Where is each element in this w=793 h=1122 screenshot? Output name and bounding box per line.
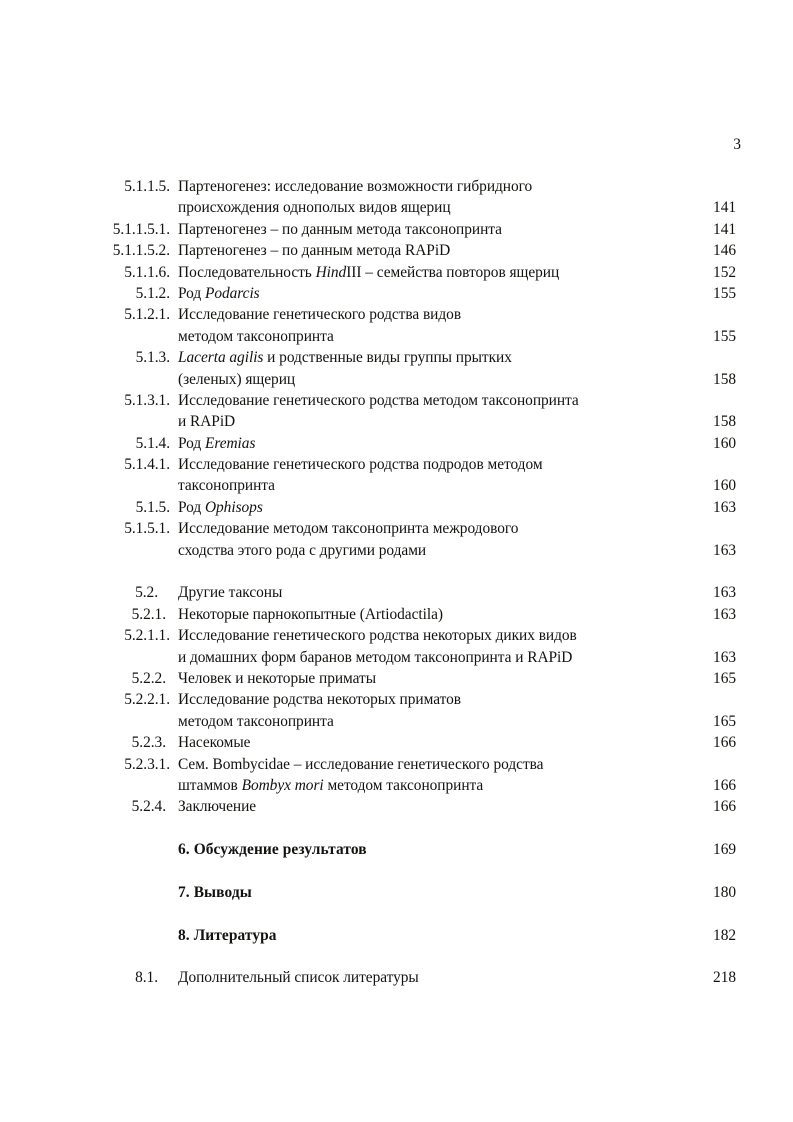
toc-page-number: 163 [713, 584, 737, 602]
toc-row[interactable] [0, 754, 793, 775]
toc-entry-title[interactable]: Род Eremias [178, 434, 256, 452]
toc-entry-title[interactable]: Сем. Bombycidae – исследование генетического родства [178, 755, 544, 773]
toc-spacer [0, 861, 793, 882]
toc-entry-title[interactable]: Род Podarcis [178, 284, 260, 302]
toc-page-number: 182 [713, 926, 737, 944]
toc-entry-title[interactable]: Насекомые [178, 734, 251, 752]
toc-entry-number: 5.2.2.1. [124, 691, 170, 709]
toc-row[interactable] [0, 433, 793, 454]
toc-row[interactable] [0, 839, 793, 860]
toc-row[interactable] [0, 176, 793, 197]
toc-row[interactable] [0, 283, 793, 304]
toc-entry-title[interactable]: таксонопринта [178, 477, 275, 495]
toc-entry-number: 5.1.5.1. [124, 520, 170, 538]
toc-entry-number: 5.1.1.6. [124, 263, 170, 281]
toc-entry-number: 5.2. [135, 584, 158, 602]
toc-page-number: 141 [713, 199, 737, 217]
toc-row[interactable] [0, 604, 793, 625]
page-folio-number: 3 [733, 136, 741, 153]
toc-row[interactable] [0, 304, 793, 325]
toc-entry-title[interactable]: Исследование генетического родства подродов методом [178, 456, 543, 474]
toc-entry-number: 5.2.3. [131, 734, 166, 752]
toc-page-number: 163 [713, 498, 737, 516]
toc-entry-title[interactable]: штаммов Bombyx mori методом таксонопринта [178, 776, 484, 794]
toc-row[interactable] [0, 540, 793, 561]
toc-entry-title[interactable]: Другие таксоны [178, 584, 283, 602]
toc-page-number: 165 [713, 712, 737, 730]
toc-entry-title[interactable]: Последовательность HindIII – семейства повторов ящериц [178, 263, 560, 281]
toc-entry-number: 5.1.4.1. [124, 456, 170, 474]
toc-page-number: 158 [713, 370, 737, 388]
toc-entry-title[interactable]: сходства этого рода с другими родами [178, 541, 427, 559]
toc-row[interactable] [0, 647, 793, 668]
toc-row[interactable] [0, 582, 793, 603]
toc-entry-title[interactable]: Человек и некоторые приматы [178, 669, 377, 687]
toc-entry-title[interactable]: Lacerta agilis и родственные виды группы прытких [178, 349, 512, 367]
toc-row[interactable] [0, 882, 793, 903]
toc-page-number: 152 [713, 263, 737, 281]
toc-spacer [0, 818, 793, 839]
toc-entry-number: 5.1.2.1. [124, 306, 170, 324]
toc-row[interactable] [0, 967, 793, 988]
toc-row[interactable] [0, 326, 793, 347]
toc-entry-title[interactable]: Исследование генетического родства некоторых диких видов [178, 627, 577, 645]
toc-row[interactable] [0, 518, 793, 539]
toc-entry-title[interactable]: происхождения однополых видов ящериц [178, 199, 451, 217]
toc-page-number: 160 [713, 434, 737, 452]
toc-entry-title[interactable]: Исследование генетического родства видов [178, 306, 462, 324]
toc-section-heading[interactable]: 8. Литература [178, 926, 277, 944]
toc-page-number: 158 [713, 413, 737, 431]
toc-page-number: 163 [713, 648, 737, 666]
toc-spacer [0, 561, 793, 582]
toc-entry-number: 5.2.1. [131, 605, 166, 623]
toc-entry-title[interactable]: Некоторые парнокопытные (Artiodactila) [178, 605, 443, 623]
toc-entry-title[interactable]: Партеногенез – по данным метода RAPiD [178, 242, 451, 260]
toc-entry-title[interactable]: и домашних форм баранов методом таксонопринта и RAPiD [178, 648, 573, 666]
toc-entry-number: 5.1.3. [135, 349, 170, 367]
toc-spacer [0, 903, 793, 924]
toc-entry-number: 5.1.1.5.1. [112, 220, 170, 238]
toc-entry-number: 5.1.1.5. [124, 178, 170, 195]
toc-spacer [0, 946, 793, 967]
toc-entry-number: 5.2.2. [131, 669, 166, 687]
toc-entry-title[interactable]: и RAPiD [178, 413, 236, 431]
toc-row[interactable] [0, 775, 793, 796]
toc-row[interactable] [0, 689, 793, 710]
toc-page-number: 165 [713, 669, 737, 687]
toc-row[interactable] [0, 262, 793, 283]
toc-page-number: 163 [713, 605, 737, 623]
toc-row[interactable] [0, 369, 793, 390]
toc-row[interactable] [0, 732, 793, 753]
toc-row[interactable] [0, 925, 793, 946]
toc-page-number: 155 [713, 327, 737, 345]
toc-page-number: 146 [713, 242, 737, 260]
toc-row[interactable] [0, 497, 793, 518]
toc-entry-number: 5.2.4. [131, 798, 166, 816]
toc-entry-title[interactable]: Партеногенез – по данным метода таксонопринта [178, 220, 502, 238]
toc-page-number: 166 [713, 776, 737, 794]
toc-row[interactable] [0, 625, 793, 646]
toc-entry-title[interactable]: Исследование методом таксонопринта межродового [178, 520, 519, 538]
toc-row[interactable] [0, 197, 793, 218]
toc-page-number: 163 [713, 541, 737, 559]
toc-row[interactable] [0, 411, 793, 432]
toc-entry-number: 8.1. [135, 969, 158, 987]
toc-page-number: 166 [713, 734, 737, 752]
toc-page-number: 141 [713, 220, 737, 238]
toc-row[interactable] [0, 390, 793, 411]
toc-page-number: 155 [713, 284, 737, 302]
toc-entry-number: 5.2.1.1. [124, 627, 170, 645]
toc-entry-number: 5.1.4. [135, 434, 170, 452]
toc-entry-title[interactable]: Род Ophisops [178, 498, 263, 516]
toc-row[interactable] [0, 475, 793, 496]
toc-section-heading[interactable]: 7. Выводы [178, 883, 252, 901]
toc-entry-title[interactable]: Исследование родства некоторых приматов [178, 691, 461, 709]
toc-entry-title[interactable]: методом таксонопринта [178, 712, 334, 730]
toc-entry-title[interactable]: методом таксонопринта [178, 327, 334, 345]
table-of-contents [0, 176, 793, 989]
toc-entry-title[interactable]: Дополнительный список литературы [178, 969, 419, 987]
toc-entry-number: 5.1.1.5.2. [112, 242, 170, 260]
toc-entry-title[interactable]: (зеленых) ящериц [178, 370, 296, 388]
toc-page-number: 218 [713, 969, 737, 987]
toc-entry-title[interactable]: Заключение [178, 798, 257, 816]
toc-row[interactable] [0, 219, 793, 240]
toc-page-number: 160 [713, 477, 737, 495]
toc-entry-number: 5.2.3.1. [124, 755, 170, 773]
toc-row[interactable] [0, 454, 793, 475]
toc-entry-number: 5.1.2. [135, 284, 170, 302]
toc-page-number: 169 [713, 841, 737, 859]
toc-row[interactable] [0, 796, 793, 817]
toc-entry-title[interactable]: Партеногенез: исследование возможности гибридного [178, 178, 533, 195]
toc-section-heading[interactable]: 6. Обсуждение результатов [178, 841, 367, 859]
toc-entry-number: 5.1.3.1. [124, 391, 170, 409]
toc-row[interactable] [0, 240, 793, 261]
toc-row[interactable] [0, 711, 793, 732]
toc-page-number: 180 [713, 883, 737, 901]
toc-page-number: 166 [713, 798, 737, 816]
toc-entry-title[interactable]: Исследование генетического родства методом таксонопринта [178, 391, 579, 409]
toc-entry-number: 5.1.5. [135, 498, 170, 516]
toc-row[interactable] [0, 668, 793, 689]
toc-row[interactable] [0, 347, 793, 368]
